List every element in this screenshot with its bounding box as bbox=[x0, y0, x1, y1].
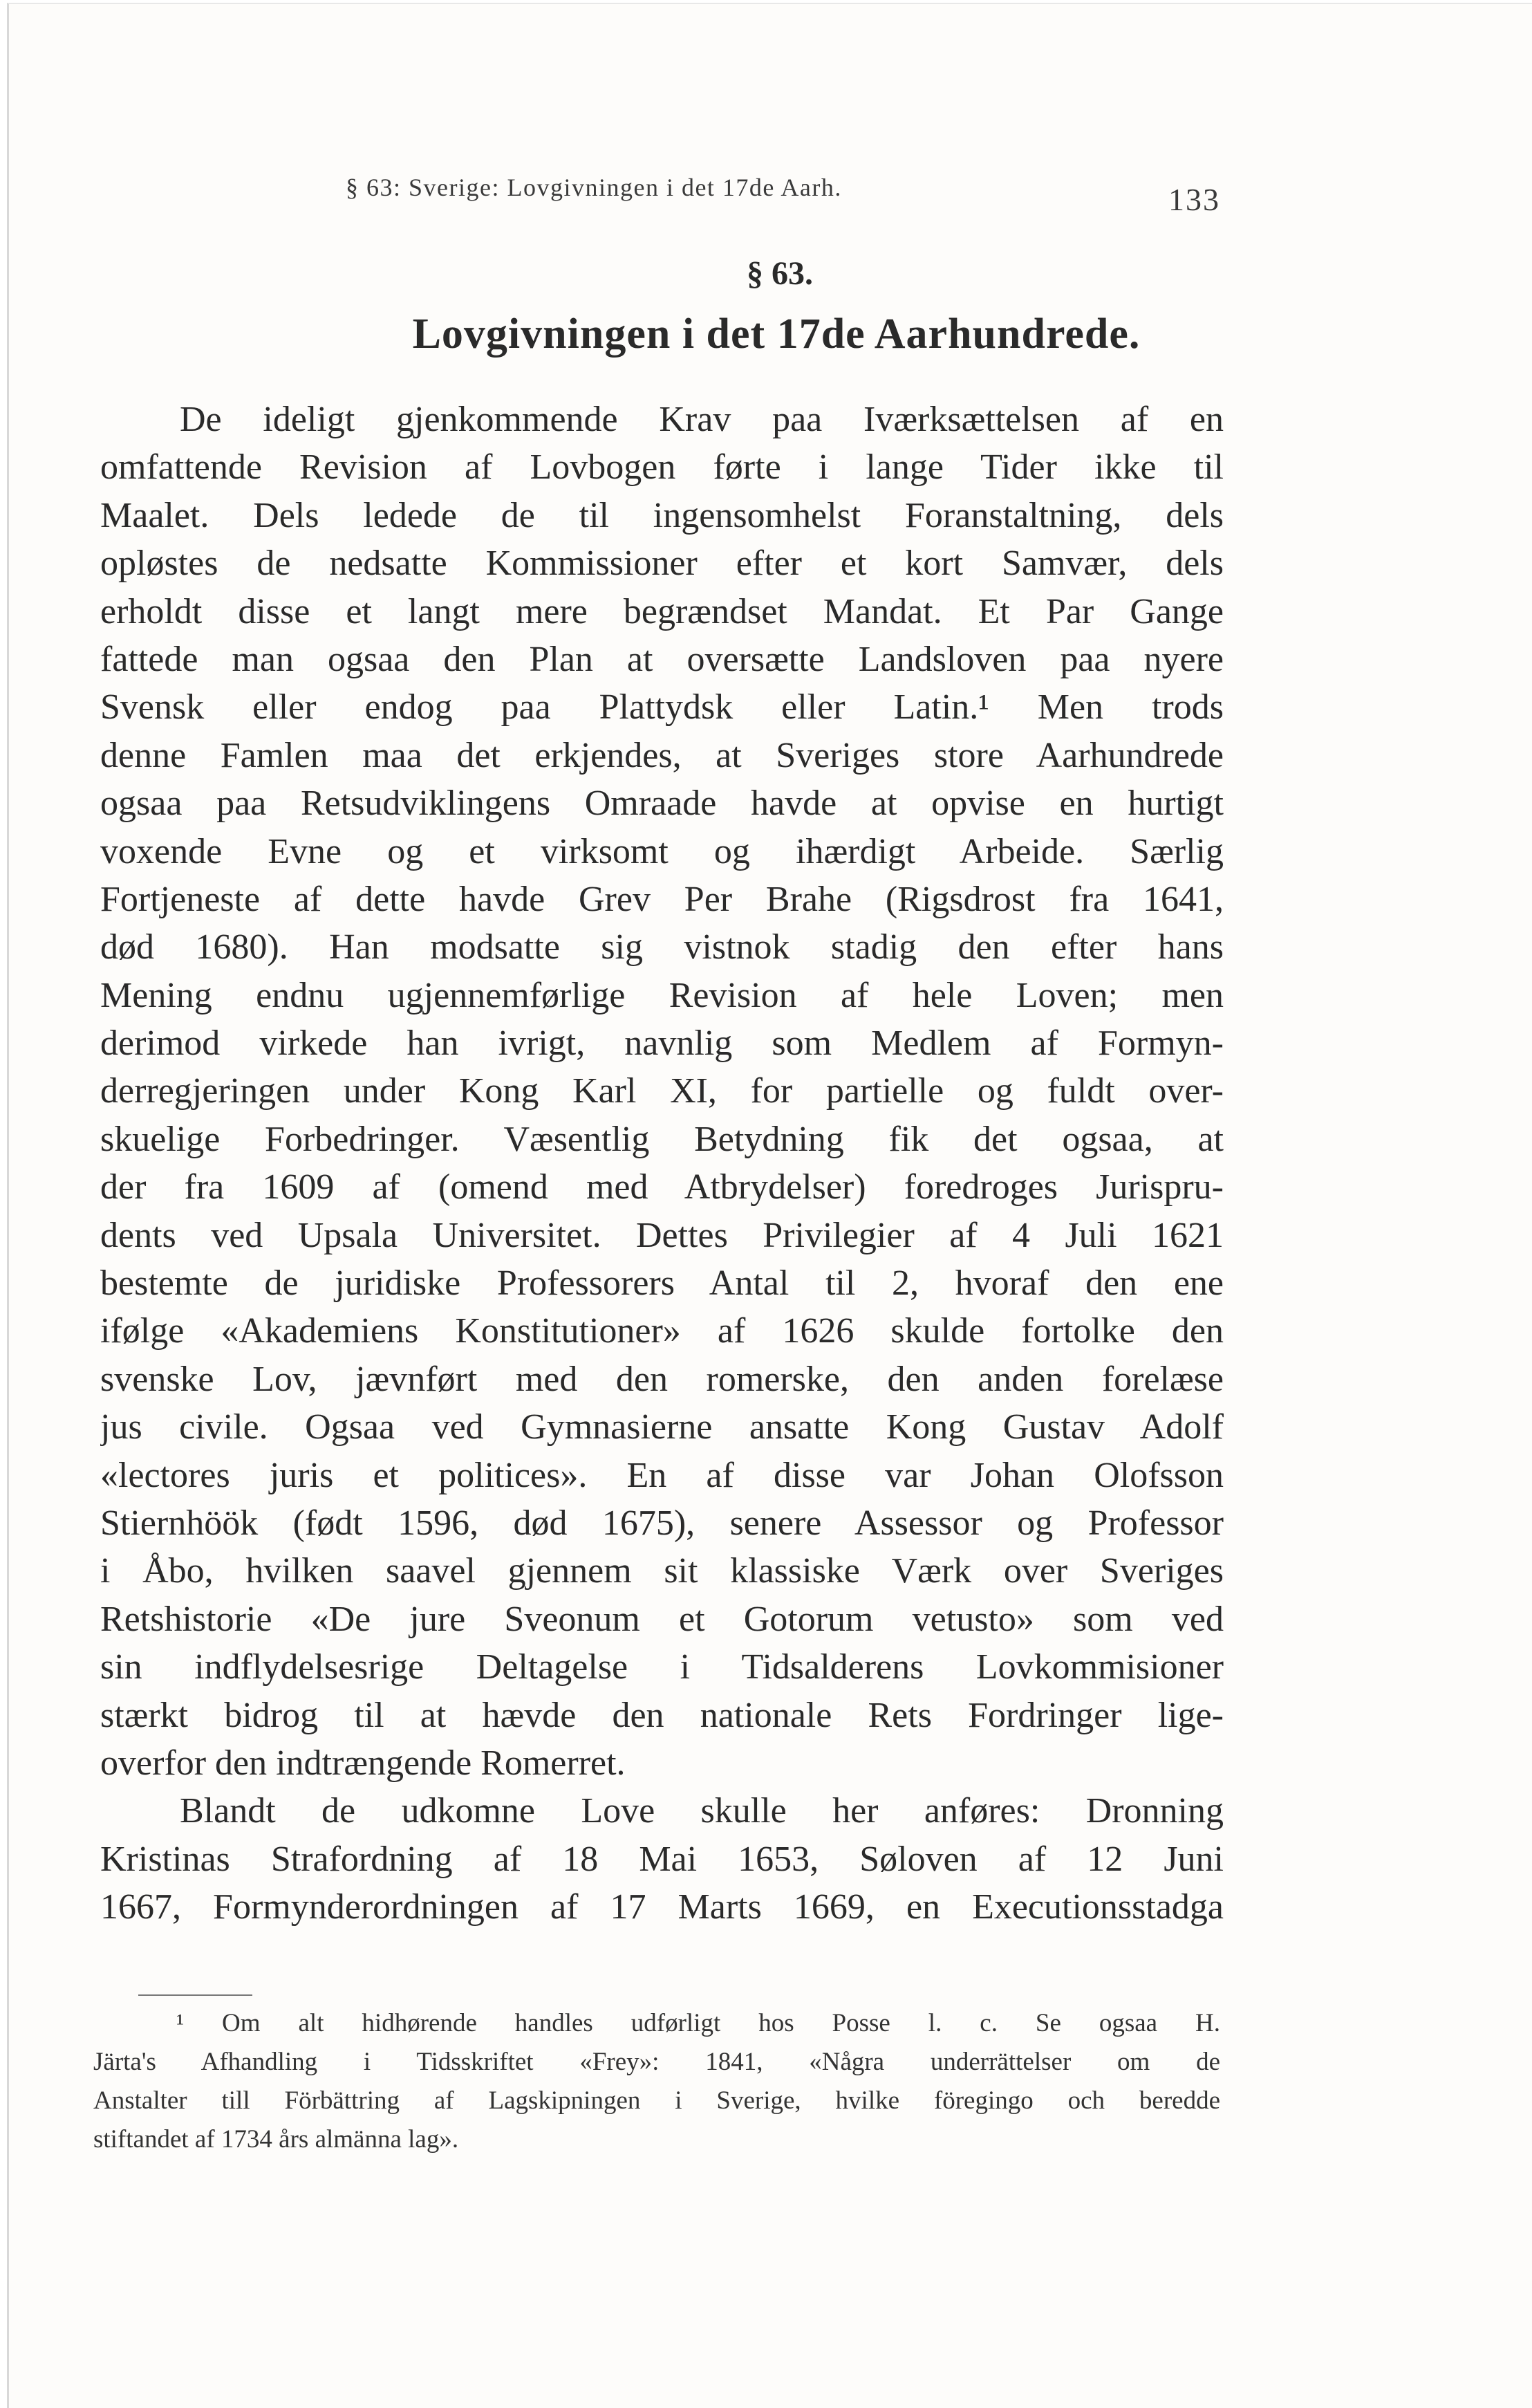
footnote-line: Järta's Afhandling i Tidsskriftet «Frey»: 1841, «Några underrättelser om de bbox=[93, 2048, 1220, 2076]
footnote-line: ¹ Om alt hidhørende handles udførligt hos Posse l. c. Se ogsaa H. bbox=[176, 2009, 1220, 2037]
running-head: § 63: Sverige: Lovgivningen i det 17de Aarh. bbox=[346, 174, 842, 201]
body-line: erholdt disse et langt mere begrændset Mandat. Et Par Gange bbox=[100, 591, 1224, 631]
body-line: svenske Lov, jævnført med den romerske, den anden forelæse bbox=[100, 1359, 1224, 1399]
body-line: omfattende Revision af Lovbogen førte i lange Tider ikke til bbox=[100, 447, 1224, 488]
body-line: Retshistorie «De jure Sveonum et Gotorum vetusto» som ved bbox=[100, 1599, 1224, 1639]
body-line: stærkt bidrog til at hævde den nationale Rets Fordringer lige- bbox=[100, 1695, 1224, 1735]
body-line: skuelige Forbedringer. Væsentlig Betydning fik det ogsaa, at bbox=[100, 1119, 1224, 1159]
footnotes bbox=[93, 2004, 1220, 2159]
body-line: der fra 1609 af (omend med Atbrydelser) foredroges Jurispru- bbox=[100, 1167, 1224, 1207]
page-number: 133 bbox=[1168, 182, 1220, 217]
body-line: i Åbo, hvilken saavel gjennem sit klassiske Værk over Sveriges bbox=[100, 1551, 1224, 1591]
body-line: overfor den indtrængende Romerret. bbox=[100, 1743, 626, 1783]
body-line: ogsaa paa Retsudviklingens Omraade havde at opvise en hurtigt bbox=[100, 784, 1224, 824]
body-line: derimod virkede han ivrigt, navnlig som Medlem af Formyn- bbox=[100, 1024, 1224, 1064]
body-line: sin indflydelsesrige Deltagelse i Tidsalderens Lovkommisioner bbox=[100, 1647, 1224, 1687]
body-line: ifølge «Akademiens Konstitutioner» af 1626 skulde fortolke den bbox=[100, 1311, 1224, 1351]
body-line: Blandt de udkomne Love skulle her anføres: Dronning bbox=[180, 1791, 1224, 1831]
body-line: De ideligt gjenkommende Krav paa Iværksættelsen af en bbox=[180, 400, 1224, 439]
body-line: derregjeringen under Kong Karl XI, for partielle og fuldt over- bbox=[100, 1071, 1224, 1111]
body-line: dents ved Upsala Universitet. Dettes Privilegier af 4 Juli 1621 bbox=[100, 1215, 1224, 1255]
body-line: denne Famlen maa det erkjendes, at Sveriges store Aarhundrede bbox=[100, 735, 1224, 775]
body-line: Fortjeneste af dette havde Grev Per Brahe (Rigsdrost fra 1641, bbox=[100, 879, 1224, 919]
body-line: voxende Evne og et virksomt og ihærdigt Arbeide. Særlig bbox=[100, 831, 1224, 871]
body-line: død 1680). Han modsatte sig vistnok stadig den efter hans bbox=[100, 927, 1224, 967]
footnote-line: stiftandet af 1734 års almänna lag». bbox=[93, 2125, 459, 2154]
body-line: Mening endnu ugjennemførlige Revision af hele Loven; men bbox=[100, 975, 1224, 1015]
body-line: bestemte de juridiske Professorers Antal til 2, hvoraf den ene bbox=[100, 1263, 1224, 1304]
body-line: opløstes de nedsatte Kommissioner efter et kort Samvær, dels bbox=[100, 544, 1224, 584]
section-number: § 63. bbox=[747, 255, 813, 292]
footnote-line: Anstalter till Förbättring af Lagskipningen i Sverige, hvilke föregingo och beredde bbox=[93, 2086, 1220, 2115]
body-line: Svensk eller endog paa Plattydsk eller Latin.¹ Men trods bbox=[100, 687, 1224, 728]
section-title: Lovgivningen i det 17de Aarhundrede. bbox=[412, 311, 1141, 358]
body-line: 1667, Formynderordningen af 17 Marts 1669, en Executionsstadga bbox=[100, 1887, 1224, 1927]
body-line: jus civile. Ogsaa ved Gymnasierne ansatte Kong Gustav Adolf bbox=[100, 1407, 1224, 1447]
footnote-divider bbox=[138, 1994, 252, 1996]
body-line: Stiernhöök (født 1596, død 1675), senere Assessor og Professor bbox=[100, 1503, 1224, 1543]
body-line: Kristinas Strafordning af 18 Mai 1653, Søloven af 12 Juni bbox=[100, 1839, 1224, 1879]
body-text bbox=[100, 396, 1224, 1932]
body-line: fattede man ogsaa den Plan at oversætte Landsloven paa nyere bbox=[100, 639, 1224, 679]
body-line: «lectores juris et politices». En af disse var Johan Olofsson bbox=[100, 1455, 1224, 1495]
body-line: Maalet. Dels ledede de til ingensomhelst Foranstaltning, dels bbox=[100, 495, 1224, 535]
